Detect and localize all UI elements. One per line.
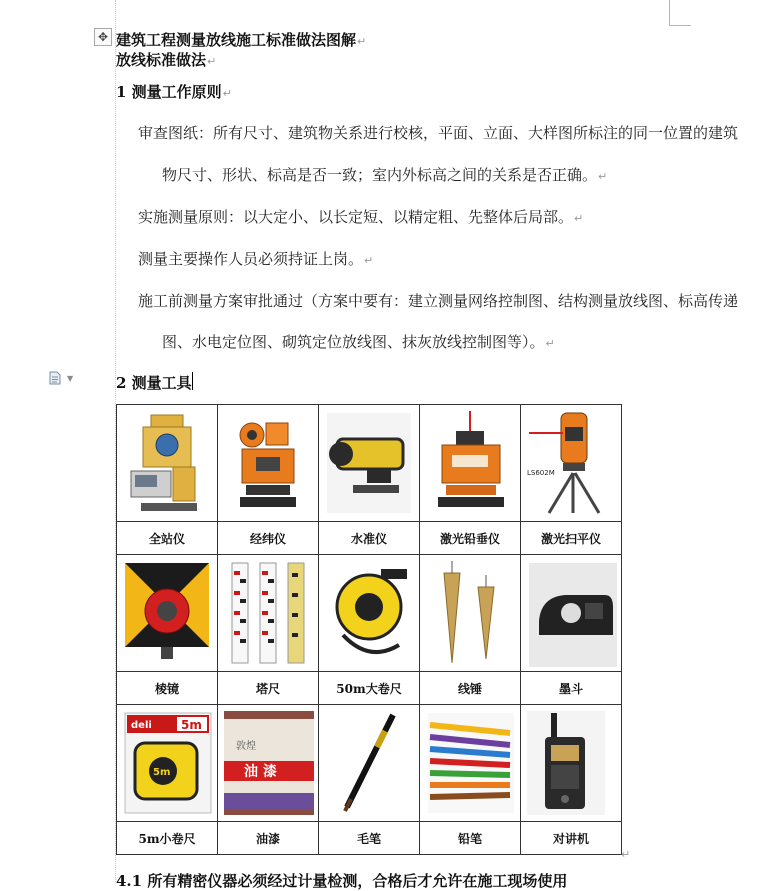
section1-heading [116, 81, 232, 102]
paragraph-3-text: 测量主要操作人员必须持证上岗。 [138, 250, 364, 268]
tool-label: 塔尺 [218, 672, 319, 705]
prism-image [121, 559, 213, 667]
document-title [116, 29, 366, 50]
paragraph-mark-icon: ↵ [574, 212, 584, 225]
tape-size-text: 5m [181, 718, 202, 732]
tool-label: 5m小卷尺 [117, 822, 218, 855]
tool-label: 激光扫平仪 [521, 522, 622, 555]
total-station-image [121, 409, 213, 517]
paragraph-4-line2: 图、水电定位图、砌筑定位放线图、抹灰放线控制图等）。 [162, 333, 545, 351]
walkie-talkie-cell [521, 705, 622, 822]
laser-level-image [525, 409, 617, 517]
plumb-bob-image [424, 559, 516, 667]
document-icon[interactable] [49, 371, 61, 385]
theodolite-image [222, 409, 314, 517]
tape-measure-small-image [121, 709, 213, 817]
table-row [117, 705, 622, 822]
paragraph-2 [138, 206, 583, 227]
theodolite-cell [218, 405, 319, 522]
paragraph-4-line1: 施工前测量方案审批通过（方案中要有：建立测量网络控制图、结构测量放线图、标高传递 [138, 292, 739, 310]
laser-level-model-label: LS602M [527, 469, 555, 477]
paint-image [222, 709, 314, 817]
paragraph-mark-icon: ↵ [621, 848, 631, 861]
paragraph-3 [138, 248, 373, 269]
laser-level-cell [521, 405, 622, 522]
page-corner-mark [669, 0, 670, 26]
laser-plumb-cell [420, 405, 521, 522]
laser-plumb-image [424, 409, 516, 517]
paint-can-text: 油 漆 [244, 764, 277, 780]
footer-line [116, 870, 567, 891]
page-corner-mark-h [669, 25, 691, 26]
paragraph-1-cont [162, 164, 607, 185]
table-row [117, 822, 622, 855]
document-subtitle-text: 放线标准做法 [116, 51, 207, 69]
tape-measure-large-image [323, 559, 415, 667]
tool-label: 全站仪 [117, 522, 218, 555]
chalk-line-cell [521, 555, 622, 672]
paragraph-mark-icon: ↵ [357, 35, 367, 48]
paragraph-1-line2: 物尺寸、形状、标高是否一致；室内外标高之间的关系是否正确。 [162, 166, 598, 184]
table-row [117, 522, 622, 555]
tool-label: 对讲机 [521, 822, 622, 855]
level-cell [319, 405, 420, 522]
level-image [323, 409, 415, 517]
paragraph-mark-icon: ↵ [598, 170, 608, 183]
paragraph-mark-icon: ↵ [207, 55, 217, 68]
paragraph-1 [138, 122, 782, 143]
tool-label: 毛笔 [319, 822, 420, 855]
document-subtitle [116, 49, 216, 70]
text-cursor [192, 372, 193, 390]
tool-label: 铅笔 [420, 822, 521, 855]
table-row [117, 555, 622, 672]
table-row [117, 405, 622, 522]
brush-image [323, 709, 415, 817]
section1-heading-text: 1 测量工作原则 [116, 83, 222, 101]
tool-label: 线锤 [420, 672, 521, 705]
plumb-bob-cell [420, 555, 521, 672]
paragraph-1-line1: 审查图纸：所有尺寸、建筑物关系进行校核，平面、立面、大样图所标注的同一位置的建筑 [138, 124, 739, 142]
paragraph-mark-icon: ↵ [222, 87, 232, 100]
tool-label: 棱镜 [117, 672, 218, 705]
pencil-image [424, 709, 516, 817]
tape-measure-small-cell [117, 705, 218, 822]
pencil-cell [420, 705, 521, 822]
prism-cell [117, 555, 218, 672]
section2-heading-text: 2 测量工具 [116, 374, 192, 392]
walkie-talkie-image [525, 709, 617, 817]
staff-cell [218, 555, 319, 672]
tape-brand-text: deli [131, 720, 152, 731]
tape-measure-large-cell [319, 555, 420, 672]
staff-image [222, 559, 314, 667]
tool-label: 墨斗 [521, 672, 622, 705]
paragraph-4 [138, 290, 782, 311]
chalk-line-image [525, 559, 617, 667]
brush-cell [319, 705, 420, 822]
paint-brand-text: 敦煌 [236, 741, 256, 752]
paragraph-mark-icon: ↵ [364, 254, 374, 267]
section2-heading [116, 372, 192, 393]
total-station-cell [117, 405, 218, 522]
paint-cell [218, 705, 319, 822]
tool-label: 激光铅垂仪 [420, 522, 521, 555]
footer-line-text: 4.1 所有精密仪器必须经过计量检测，合格后才允许在施工现场使用 [116, 872, 568, 890]
table-row [117, 672, 622, 705]
paragraph-2-text: 实施测量原则：以大定小、以长定短、以精定粗、先整体后局部。 [138, 208, 574, 226]
paragraph-mark-icon: ↵ [545, 337, 555, 350]
paragraph-4-cont [162, 331, 555, 352]
tools-table [116, 404, 622, 855]
chevron-down-icon[interactable]: ▼ [67, 374, 74, 383]
tool-label: 水准仪 [319, 522, 420, 555]
move-handle-icon[interactable]: ✥ [94, 28, 112, 46]
tape-size-text-2: 5m [153, 767, 171, 778]
tool-label: 50m大卷尺 [319, 672, 420, 705]
tool-label: 油漆 [218, 822, 319, 855]
tool-label: 经纬仪 [218, 522, 319, 555]
document-title-text: 建筑工程测量放线施工标准做法图解 [116, 31, 357, 49]
